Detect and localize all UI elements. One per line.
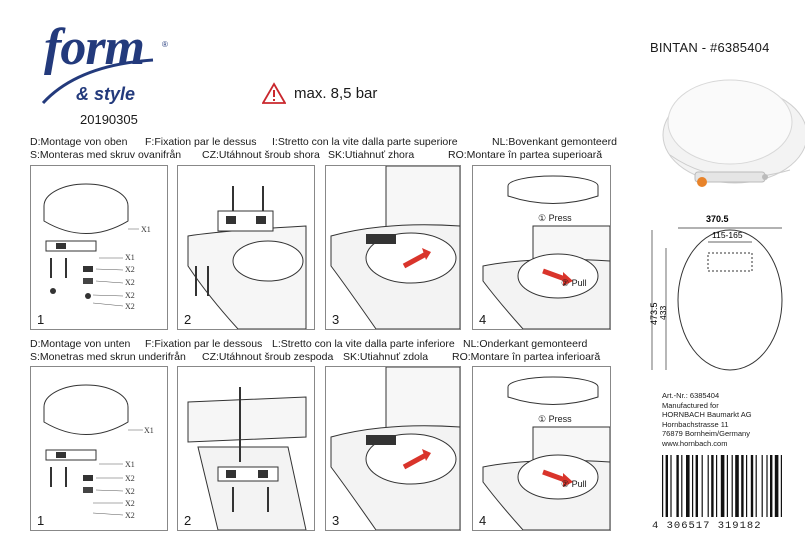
x2-label: X2: [125, 499, 135, 508]
barcode-bar: [702, 455, 703, 517]
bottom-step-2-illustration: [178, 367, 314, 530]
bottom-label-ro: RO:Montare în partea inferioară: [452, 351, 601, 363]
top-step-4-panel: [472, 165, 611, 330]
x2-label: X2: [125, 487, 135, 496]
bottom-label-nl: NL:Onderkant gemonteerd: [463, 338, 588, 350]
manufacturer-website: www.hornbach.com: [662, 438, 728, 448]
top-label-se: S:Monteras med skruv ovanifrån: [30, 149, 182, 161]
top-step-2-panel: [177, 165, 315, 330]
barcode-bar: [711, 455, 713, 517]
top-step-1-illustration: [31, 166, 167, 329]
barcode-bar: [686, 455, 690, 517]
barcode-bar: [770, 455, 772, 517]
bottom-step-3-illustration: [326, 367, 460, 530]
width-total-label: 370.5: [706, 214, 729, 224]
barcode-bar: [666, 455, 668, 517]
x2-label: X2: [125, 474, 135, 483]
length-outer-label: 473.5: [649, 302, 659, 325]
top-label-ro: RO:Montare în partea superioară: [448, 149, 603, 161]
barcode-digits: 4 306517 319182: [652, 520, 762, 532]
brand-logo: form: [44, 19, 144, 76]
top-label-sk: SK:Utiahnuť zhora: [328, 149, 415, 161]
step-number: 1: [37, 312, 45, 327]
barcode-bar: [716, 455, 717, 517]
dimension-drawing: [642, 208, 802, 378]
barcode-bar: [681, 455, 682, 517]
registered-mark: ®: [162, 40, 168, 49]
step-number: 3: [332, 312, 340, 327]
barcode-bar: [735, 455, 739, 517]
barcode-bar: [692, 455, 693, 517]
barcode-bar: [670, 455, 671, 517]
manufacturer-line: Hornbachstrasse 11: [662, 419, 729, 429]
bottom-label-it: L:Stretto con la vite dalla parte inferiore: [272, 338, 455, 350]
top-step-1-panel: [30, 165, 168, 330]
warning-triangle-icon: [262, 82, 286, 104]
top-step-3-panel: [325, 165, 461, 330]
manufacturer-info: [662, 391, 752, 448]
top-label-nl: NL:Bovenkant gemonteerd: [492, 136, 617, 148]
product-image: [640, 60, 805, 195]
x2-label: X2: [125, 511, 135, 520]
step-number: 4: [479, 312, 487, 327]
step-number: 4: [479, 513, 487, 528]
x2-label: X2: [125, 302, 135, 311]
barcode-bar: [762, 455, 763, 517]
step-number: 2: [184, 513, 192, 528]
barcode-bar: [781, 455, 782, 517]
x2-label: X2: [125, 265, 135, 274]
barcode-bar: [775, 455, 779, 517]
top-label-fr: F:Fixation par le dessus: [145, 136, 257, 148]
barcode-bar: [766, 455, 767, 517]
x2-label: X2: [125, 278, 135, 287]
bottom-label-se: S:Monetras med skrun underifrån: [30, 351, 186, 363]
x1-label: X1: [144, 426, 154, 435]
bottom-step-1-illustration: [31, 367, 167, 530]
barcode-bar: [746, 455, 747, 517]
top-step-2-illustration: [178, 166, 314, 329]
barcode-bar: [727, 455, 728, 517]
pull-label: ② Pull: [561, 278, 587, 288]
brand-logo-sub: & style: [76, 84, 136, 104]
top-label-it: I:Stretto con la vite dalla parte superiore: [272, 136, 458, 148]
barcode-bar: [741, 455, 743, 517]
x2-label: X2: [125, 291, 135, 300]
product-title: BINTAN - #6385404: [650, 40, 770, 55]
bottom-step-3-panel: [325, 366, 461, 531]
barcode-bar: [708, 455, 709, 517]
manufacturer-line: 76879 Bornheim/Germany: [662, 429, 750, 438]
step-number: 1: [37, 513, 45, 528]
barcode-bar: [696, 455, 698, 517]
top-label-cz: CZ:Utáhnout šroub shora: [202, 149, 320, 161]
bottom-label-de: D:Montage von unten: [30, 338, 131, 350]
x1-label: X1: [125, 460, 135, 469]
bottom-step-1-panel: [30, 366, 168, 531]
manufacturer-line: Manufactured for: [662, 400, 719, 410]
top-label-de: D:Montage von oben: [30, 136, 128, 148]
warning-text: max. 8,5 bar: [294, 84, 378, 102]
logo-swoosh: [38, 55, 158, 110]
bottom-step-4-illustration: [473, 367, 610, 530]
barcode-bar: [676, 455, 678, 517]
article-number: Art.-Nr.: 6385404: [662, 391, 720, 400]
x1-label: X1: [125, 253, 135, 262]
bottom-label-cz: CZ:Utáhnout šroub zespoda: [202, 351, 334, 363]
bottom-step-4-panel: [472, 366, 611, 531]
document-date: 20190305: [80, 112, 138, 127]
barcode-bar: [756, 455, 757, 517]
barcode-bar: [751, 455, 753, 517]
bottom-label-sk: SK:Utiahnuť zdola: [343, 351, 429, 363]
width-range-label: 115-165: [712, 230, 743, 240]
pull-label: ② Pull: [561, 479, 587, 489]
length-inner-label: 433: [658, 305, 668, 320]
barcode: [660, 455, 804, 525]
manufacturer-line: HORNBACH Baumarkt AG: [662, 410, 752, 419]
x1-label: X1: [141, 225, 151, 234]
press-label: ① Press: [538, 213, 572, 223]
top-step-4-illustration: [473, 166, 610, 329]
barcode-bar: [662, 455, 663, 517]
press-label: ① Press: [538, 414, 572, 424]
pressure-warning: [262, 82, 377, 104]
barcode-bar: [732, 455, 733, 517]
step-number: 2: [184, 312, 192, 327]
bottom-step-2-panel: [177, 366, 315, 531]
top-step-3-illustration: [326, 166, 460, 329]
bottom-label-fr: F:Fixation par le dessous: [145, 338, 263, 350]
barcode-bar: [721, 455, 725, 517]
step-number: 3: [332, 513, 340, 528]
